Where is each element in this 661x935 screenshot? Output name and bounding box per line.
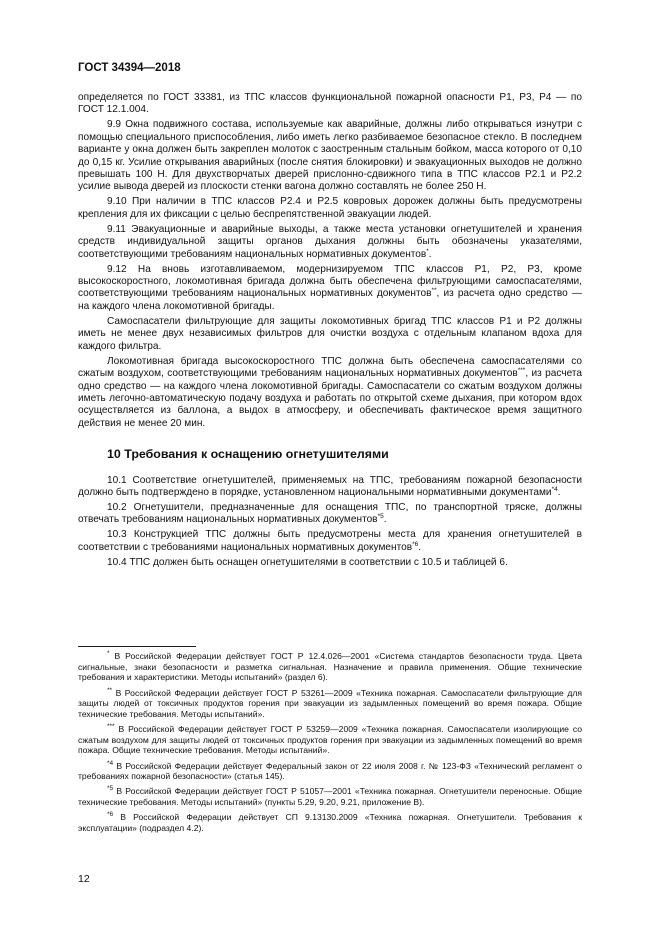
- paragraph-10-2-end: .: [383, 514, 387, 526]
- footnote: [78, 651, 582, 683]
- paragraph-compressed-air-text: Локомотивная бригада высокоскоростного ТПС должна быть обеспечена самоспасателями со сжатым воздухом, соответствующими требованиям национальных нормативных документов: [78, 355, 582, 380]
- footnote-mark: *5: [107, 785, 114, 793]
- footnote-divider: [78, 646, 196, 647]
- footnote-ref: **: [431, 287, 437, 295]
- paragraph-9-12-end: , из расчета одно средство — на каждого члена локомотивной бригады.: [78, 288, 583, 312]
- footnote: [78, 761, 582, 782]
- footnote: [78, 688, 582, 720]
- paragraph-10-1: [78, 475, 582, 500]
- footnote-mark: *: [107, 650, 110, 657]
- paragraph-9-10: 9.10 При наличии в ТПС классов Р2.4 и Р2.5 ковровых дорожек должны быть предусмотрены крепления для их фиксации с целью беспрепятственной эвакуации людей.: [78, 196, 582, 220]
- footnote-text: В Российской Федерации действует ГОСТ Р 12.4.026—2001 «Система стандартов безопасности труда. Цвета сигнальные, знаки безопасности и разметка сигнальная. Назначение и правила применения. Общие технические требования и характеристики. Методы испытаний» (раздел 6).: [78, 651, 582, 683]
- footnote-mark: ***: [107, 723, 115, 730]
- paragraph-9-12-text: 9.12 На вновь изготавливаемом, модернизируемом ТПС классов Р1, Р2, Р3, кроме высокоскоростного, локомотивная бригада должна быть обеспечена фильтрующими самоспасателями, соответствующими требованиям национальных нормативных документов: [78, 263, 582, 300]
- paragraph-10-3-text: 10.3 Конструкцией ТПС должны быть предусмотрены места для хранения огнетушителей в соответствии с требованиями национальных нормативных документов: [78, 529, 582, 553]
- paragraph-9-12: [78, 264, 582, 314]
- paragraph-10-4: 10.4 ТПС должен быть оснащен огнетушителями в соответствии с 10.5 и таблицей 6.: [107, 556, 508, 568]
- main-text: [78, 92, 582, 572]
- footnote-ref: ***: [517, 367, 526, 375]
- footnote-text: В Российской Федерации действует СП 9.13130.2009 «Техника пожарная. Огнетушители. Требования к эксплуатации» (подраздел 4.2).: [78, 812, 582, 833]
- footnotes: [78, 651, 582, 838]
- footnote-mark: *4: [107, 759, 114, 767]
- section-title: 10 Требования к оснащению огнетушителями: [107, 447, 389, 462]
- paragraph-compressed-air-end: , из расчета одно средство — на каждого члена локомотивной бригады. Самоспасатели со сжатым воздухом должны иметь легочно-автоматическую подачу воздуха и работать по открытой схеме дыхания, при котором вдох осуществляется из баллона, а выдох в атмосферу, и обеспечивать фактическое время защитного действия не менее 20 мин.: [78, 368, 582, 429]
- paragraph-10-3: [78, 529, 582, 554]
- paragraph-9-11: [78, 224, 582, 261]
- footnote: [78, 724, 582, 756]
- footnote: [78, 786, 582, 807]
- paragraph-10-3-end: .: [418, 541, 422, 553]
- footnote-text: В Российской Федерации действует ГОСТ Р 51057—2001 «Техника пожарная. Огнетушители переносные. Общие технические требования. Методы испытаний» (пункты 5.29, 9.20, 9.21, приложение В).: [78, 786, 582, 807]
- paragraph-continuation: определяется по ГОСТ 33381, из ТПС классов функциональной пожарной опасности Р1, Р3, Р4 — по ГОСТ 12.1.004.: [78, 92, 582, 116]
- footnote-text: В Российской Федерации действует ГОСТ Р 53261—2009 «Техника пожарная. Самоспасатели фильтрующие для защиты людей от токсичных продуктов горения при эвакуации из задымленных помещений во время пожара. Общие технические требования. Методы испытаний».: [78, 687, 582, 719]
- paragraph-9-11-end: .: [428, 248, 432, 260]
- footnote-ref: *: [426, 247, 429, 255]
- paragraph-10-2-text: 10.2 Огнетушители, предназначенные для оснащения ТПС, по транспортной тряске, должны отвечать требованиям национальных нормативных документов: [78, 501, 582, 526]
- footnote-ref: *6: [412, 540, 419, 548]
- paragraph-10-1-end: .: [557, 486, 561, 498]
- footnote-ref: *4: [551, 485, 558, 493]
- footnote-mark: *6: [107, 811, 114, 819]
- paragraph-compressed-air: [78, 356, 582, 430]
- footnote-text: В Российской Федерации действует ГОСТ Р 53259—2009 «Техника пожарная. Самоспасатели изолирующие со сжатым воздухом для защиты людей от токсичных продуктов горения при эвакуации из задымленных помещений во время пожара. Общие технические требования. Методы испытаний».: [78, 724, 582, 756]
- paragraph-9-9: 9.9 Окна подвижного состава, используемые как аварийные, должны либо открываться изнутри с помощью специального приспособления, либо иметь легко разбиваемое безопасное стекло. В последнем варианте у окна должен быть закреплен молоток с заостренным стальным бойком, масса которого от 0,10 до 0,15 кг. Усилие открывания аварийных (после снятия блокировки) и эвакуационных выходов не должно превышать 100 Н. Для двухстворчатых дверей прислонно-сдвижного типа в ТПС классов Р2.1 и Р2.2 усилие вывода дверей из плоскости стенки вагона должно составлять не более 250 Н.: [78, 119, 582, 193]
- paragraph-9-11-text: 9.11 Эвакуационные и аварийные выходы, а также места установки огнетушителей и хранения средств индивидуальной защиты органов дыхания должны быть обозначены указателями, соответствующими требованиям национальных нормативных документов: [78, 223, 582, 260]
- page-number: 12: [78, 873, 90, 885]
- paragraph-10-2: [78, 502, 582, 527]
- paragraph-filter-masks: Самоспасатели фильтрующие для защиты локомотивных бригад ТПС классов Р1 и Р2 должны иметь не менее двух независимых фильтров для очистки воздуха с отдельным клапаном вдоха для каждого фильтра.: [78, 315, 582, 352]
- footnote: [78, 812, 582, 833]
- footnote-text: В Российской Федерации действует Федеральный закон от 22 июля 2008 г. № 123-ФЗ «Технический регламент о требованиях пожарной безопасности» (статья 145).: [78, 760, 582, 782]
- footnote-mark: **: [107, 686, 113, 694]
- paragraph-10-1-text: 10.1 Соответствие огнетушителей, применяемых на ТПС, требованиям пожарной безопасности должно быть подтверждено в порядке, установленном национальными нормативными документами: [78, 474, 582, 498]
- page-header: ГОСТ 34394—2018: [78, 62, 181, 74]
- footnote-ref: *5: [377, 513, 384, 521]
